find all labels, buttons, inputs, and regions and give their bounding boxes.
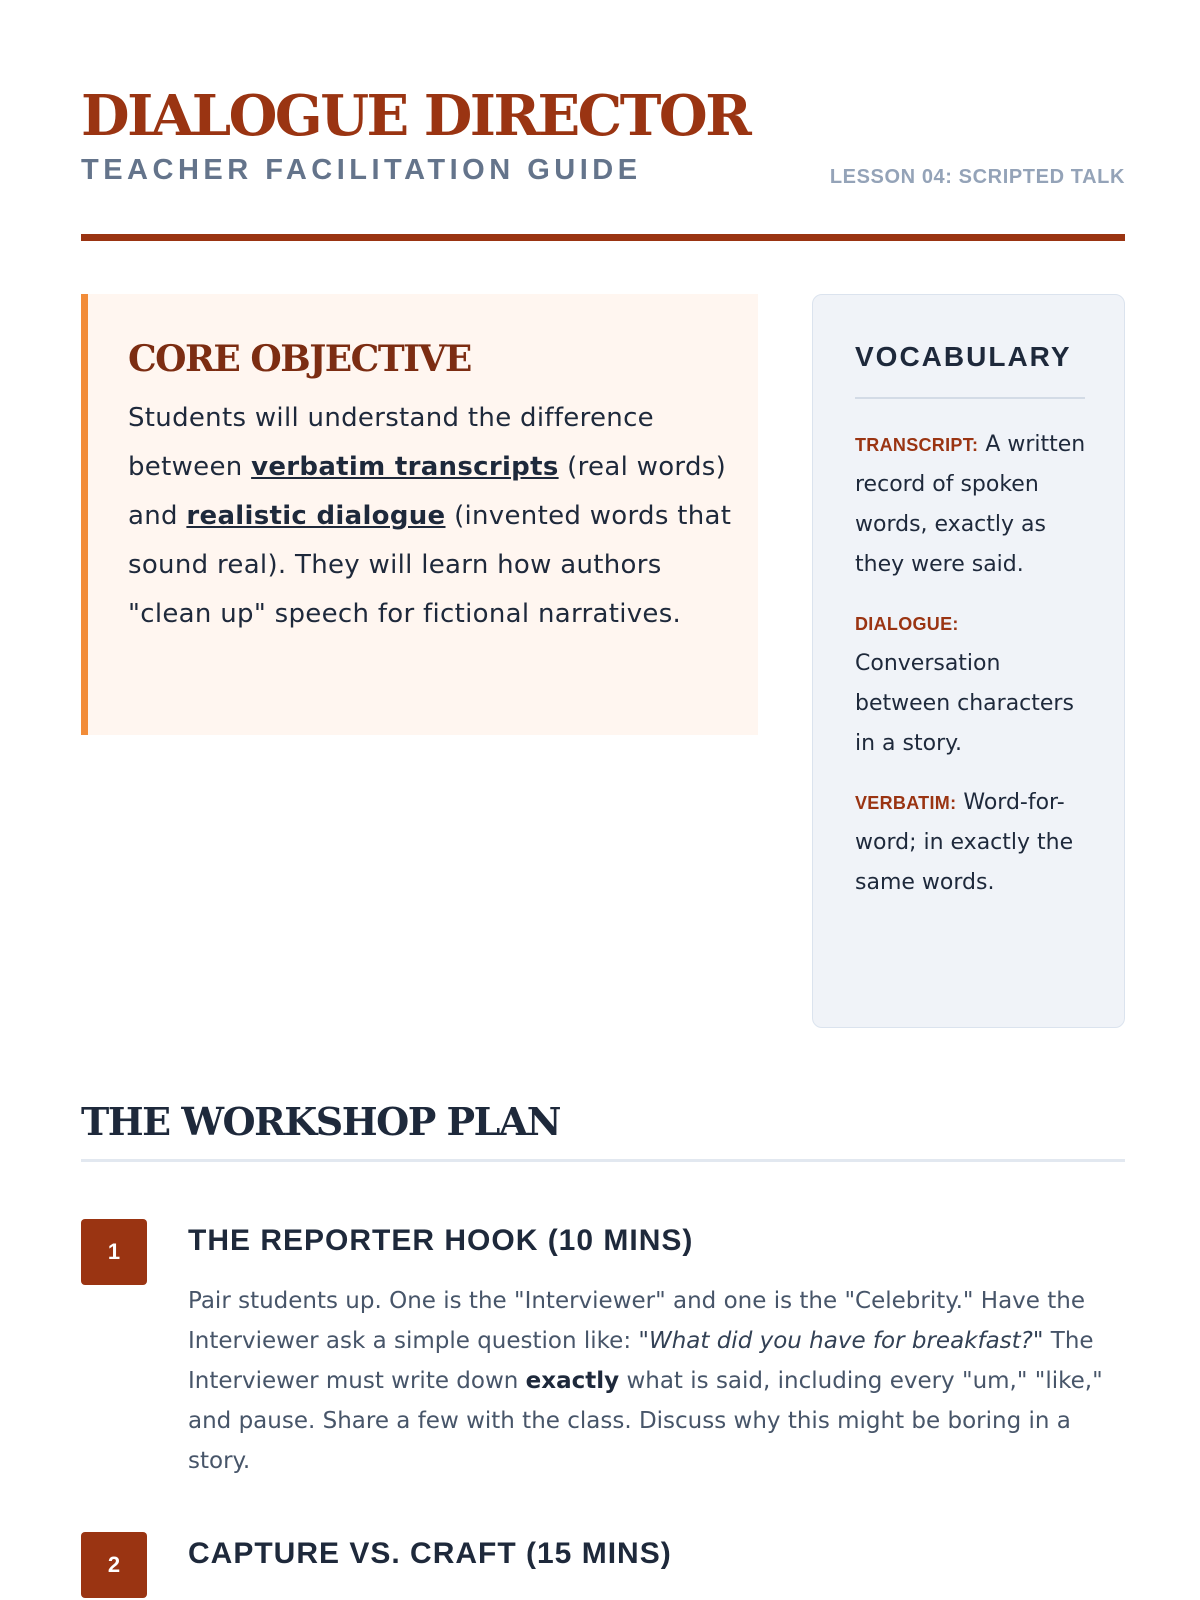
step-text-part: The Interviewer must write down — [188, 1328, 1094, 1394]
page-subtitle: TEACHER FACILITATION GUIDE — [81, 154, 642, 186]
vocabulary-item-dialogue — [855, 604, 1091, 764]
vocabulary-definition: A written record of spoken words, exactly as they were said. — [855, 432, 1086, 577]
vocabulary-definition: Conversation between characters in a story. — [855, 651, 1074, 756]
step-number-badge: 2 — [81, 1532, 147, 1598]
step-title: THE REPORTER HOOK (10 MINS) — [188, 1224, 694, 1257]
vocabulary-heading: VOCABULARY — [855, 341, 1072, 372]
header-divider — [81, 234, 1125, 241]
vocabulary-definition: Word-for-word; in exactly the same words. — [855, 790, 1074, 895]
lesson-label: LESSON 04: SCRIPTED TALK — [829, 166, 1125, 188]
step-emphasis: exactly — [525, 1368, 620, 1394]
step-text-part: Pair students up. One is the "Interviewer" and one is the "Celebrity." Have the Interviewer ask a simple question like: — [188, 1288, 1085, 1354]
workshop-plan-heading: THE WORKSHOP PLAN — [81, 1099, 561, 1144]
page-title: DIALOGUE DIRECTOR — [81, 83, 750, 149]
vocabulary-item-verbatim — [855, 783, 1091, 903]
vocabulary-list — [855, 425, 1091, 922]
step-title: CAPTURE VS. CRAFT (15 MINS) — [188, 1537, 672, 1570]
step-example-quote: "What did you have for breakfast?" — [638, 1328, 1044, 1354]
vocabulary-term: DIALOGUE: — [855, 614, 959, 634]
vocabulary-term: VERBATIM: — [855, 793, 957, 813]
objective-text-part: (real words) and — [128, 452, 727, 531]
workshop-plan-divider — [81, 1159, 1125, 1162]
core-objective-box — [81, 294, 758, 735]
facilitation-guide-page — [81, 0, 1125, 1600]
core-objective-text — [128, 394, 740, 639]
vocabulary-card — [812, 294, 1125, 1028]
vocabulary-item-transcript — [855, 425, 1091, 585]
term-realistic-dialogue: realistic dialogue — [186, 501, 446, 531]
step-description — [188, 1281, 1118, 1481]
objective-text-part: (invented words that sound real). They will learn how authors "clean up" speech for fictional narratives. — [128, 501, 732, 629]
step-number-badge: 1 — [81, 1219, 147, 1285]
term-verbatim-transcripts: verbatim transcripts — [251, 452, 559, 482]
vocabulary-divider — [855, 397, 1085, 399]
vocabulary-term: TRANSCRIPT: — [855, 435, 979, 455]
step-text-part: what is said, including every "um," "like," and pause. Share a few with the class. Discuss why this might be boring in a story. — [188, 1368, 1103, 1474]
objective-text-part: Students will understand the difference between — [128, 403, 654, 482]
core-objective-heading: CORE OBJECTIVE — [128, 338, 471, 380]
